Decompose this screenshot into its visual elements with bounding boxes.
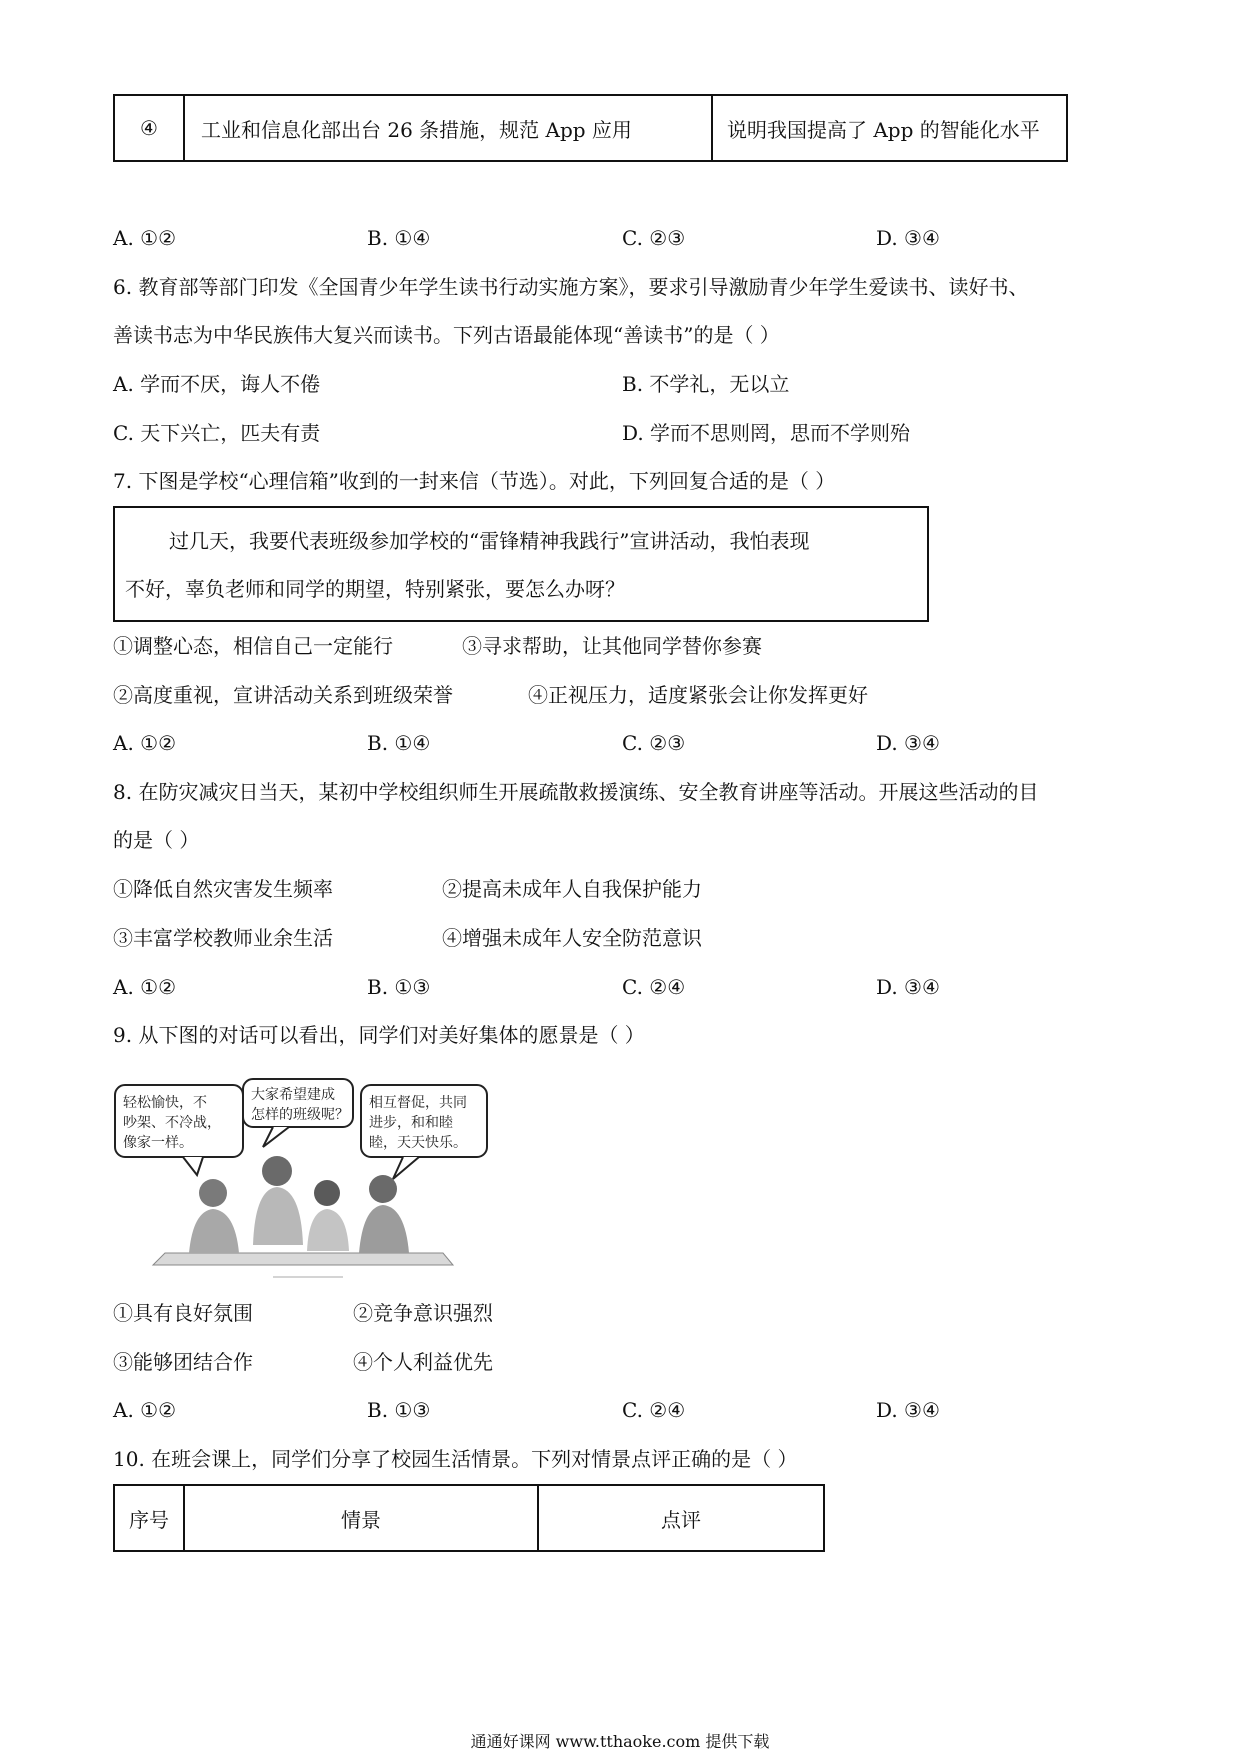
q7-item-3: ③寻求帮助，让其他同学替你参赛 — [462, 634, 762, 658]
q9-option-d: D. ③④ — [876, 1398, 940, 1422]
student-figure-3 — [359, 1175, 409, 1253]
top-table-event: 工业和信息化部出台 26 条措施，规范 App 应用 — [184, 95, 712, 161]
q8-option-b: B. ①③ — [367, 975, 431, 999]
q7-letter-line2: 不好，辜负老师和同学的期望，特别紧张，要怎么办呀？ — [125, 577, 625, 601]
q8-option-c: C. ②④ — [622, 975, 686, 999]
page-footer: 通通好课网 www.tthaoke.com 提供下载 — [470, 1732, 770, 1751]
q9-illustration — [113, 1075, 513, 1285]
q7-letter-box — [113, 506, 929, 622]
q5-option-b: B. ①④ — [367, 226, 431, 250]
classroom-table — [153, 1253, 453, 1265]
bubble-right-line3: 睦，天天快乐。 — [369, 1135, 467, 1151]
q9-item-3: ③能够团结合作 — [113, 1350, 253, 1374]
q10-header-comment: 点评 — [538, 1485, 824, 1551]
q10-header-scene: 情景 — [184, 1485, 538, 1551]
q5-option-a: A. ①② — [113, 226, 177, 250]
top-table-num: ④ — [114, 95, 184, 161]
q7-item-1: ①调整心态，相信自己一定能行 — [113, 634, 393, 658]
student-figure-2 — [307, 1180, 349, 1251]
bubble-mid-line2: 怎样的班级呢？ — [251, 1107, 349, 1123]
q8-item-4: ④增强未成年人安全防范意识 — [442, 926, 702, 950]
q8-stem-line2: 的是（ ） — [113, 828, 200, 852]
bubble-right-line2: 进步，和和睦 — [369, 1115, 453, 1131]
q7-option-c: C. ②③ — [622, 731, 686, 755]
q5-option-d: D. ③④ — [876, 226, 940, 250]
q10-header-num: 序号 — [114, 1485, 184, 1551]
top-table — [113, 94, 1068, 162]
q6-option-b: B. 不学礼，无以立 — [622, 372, 790, 396]
q8-item-1: ①降低自然灾害发生频率 — [113, 877, 333, 901]
q7-option-b: B. ①④ — [367, 731, 431, 755]
q9-option-c: C. ②④ — [622, 1398, 686, 1422]
teacher-figure — [253, 1156, 303, 1245]
q9-option-b: B. ①③ — [367, 1398, 431, 1422]
q8-item-2: ②提高未成年人自我保护能力 — [442, 877, 702, 901]
q7-stem: 7. 下图是学校“心理信箱”收到的一封来信（节选）。对此，下列回复合适的是（ ） — [113, 469, 836, 493]
q7-option-d: D. ③④ — [876, 731, 940, 755]
q6-stem-line2: 善读书志为中华民族伟大复兴而读书。下列古语最能体现“善读书”的是（ ） — [113, 323, 780, 347]
q6-option-c: C. 天下兴亡，匹夫有责 — [113, 421, 321, 445]
bubble-right-line1: 相互督促，共同 — [369, 1095, 467, 1111]
q6-stem-line1: 6. 教育部等部门印发《全国青少年学生读书行动实施方案》，要求引导激励青少年学生爱读书、读好书、 — [113, 275, 1029, 299]
bubble-mid-line1: 大家希望建成 — [251, 1087, 335, 1103]
q9-option-a: A. ①② — [113, 1398, 177, 1422]
q7-item-4: ④正视压力，适度紧张会让你发挥更好 — [528, 683, 868, 707]
bubble-left-line2: 吵架、不冷战， — [123, 1115, 221, 1131]
top-table-comment: 说明我国提高了 App 的智能化水平 — [712, 95, 1067, 161]
q9-stem: 9. 从下图的对话可以看出，同学们对美好集体的愿景是（ ） — [113, 1023, 645, 1047]
q10-stem: 10. 在班会课上，同学们分享了校园生活情景。下列对情景点评正确的是（ ） — [113, 1447, 798, 1471]
q8-stem-line1: 8. 在防灾减灾日当天，某初中学校组织师生开展疏散救援演练、安全教育讲座等活动。开展这些活动的目 — [113, 780, 1039, 804]
bubble-left-line3: 像家一样。 — [123, 1135, 193, 1151]
q6-option-d: D. 学而不思则罔，思而不学则殆 — [622, 421, 911, 445]
q7-option-a: A. ①② — [113, 731, 177, 755]
q5-option-c: C. ②③ — [622, 226, 686, 250]
q10-table — [113, 1484, 825, 1552]
bubble-left-line1: 轻松愉快，不 — [123, 1095, 207, 1111]
q6-option-a: A. 学而不厌，诲人不倦 — [113, 372, 321, 396]
q8-option-d: D. ③④ — [876, 975, 940, 999]
student-figure-1 — [189, 1179, 239, 1253]
q8-option-a: A. ①② — [113, 975, 177, 999]
q9-item-4: ④个人利益优先 — [353, 1350, 493, 1374]
q7-item-2: ②高度重视，宣讲活动关系到班级荣誉 — [113, 683, 453, 707]
q9-item-1: ①具有良好氛围 — [113, 1301, 253, 1325]
q7-letter-line1: 过几天，我要代表班级参加学校的“雷锋精神我践行”宣讲活动，我怕表现 — [169, 529, 810, 553]
q9-item-2: ②竞争意识强烈 — [353, 1301, 493, 1325]
q8-item-3: ③丰富学校教师业余生活 — [113, 926, 333, 950]
